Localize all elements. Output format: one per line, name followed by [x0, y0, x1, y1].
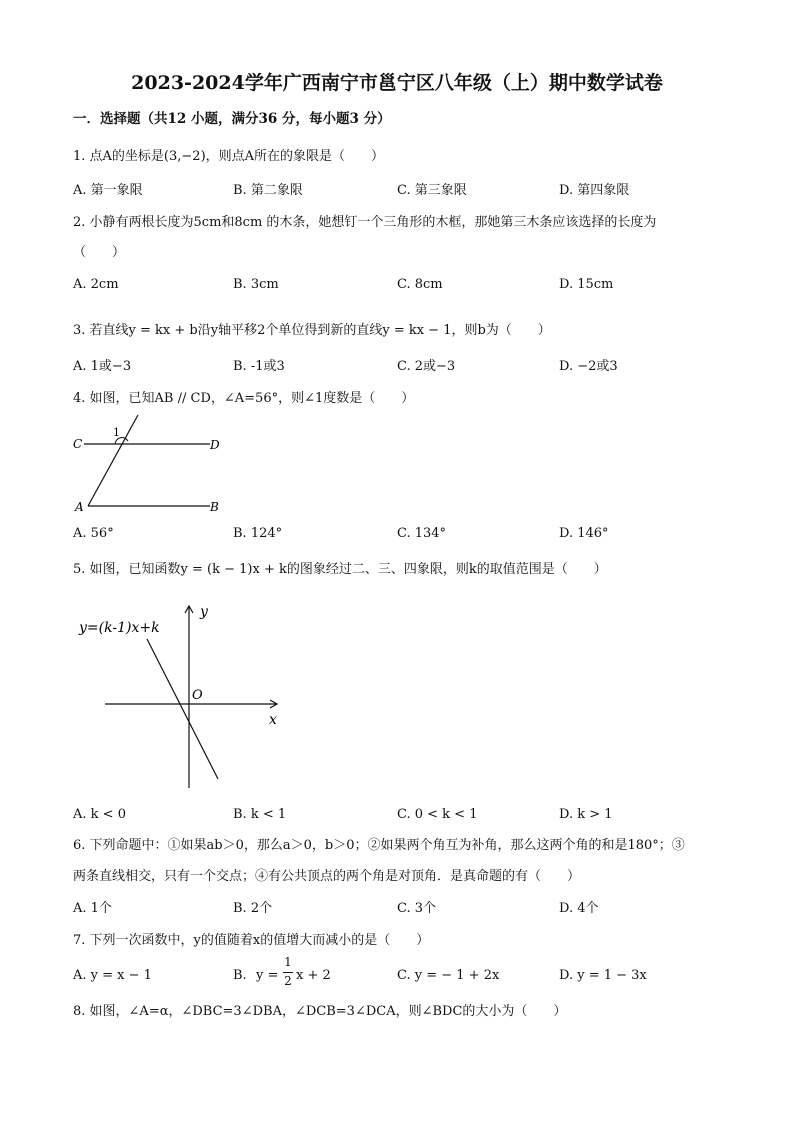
fraction-numerator: 1	[284, 955, 292, 969]
function-label: y=(k-1)x+k	[79, 620, 160, 636]
parallel-lines-figure	[70, 415, 230, 515]
question-2-stem-cont: （ ）	[73, 245, 126, 260]
question-3-stem: 3. 若直线y = kx + b沿y轴平移2个单位得到新的直线y = kx − 1，则b为（ ）	[73, 323, 551, 338]
question-6-option-b: B. 2个	[233, 901, 273, 916]
x-axis-label: x	[269, 712, 277, 728]
question-2-stem: 2. 小静有两根长度为5cm和8cm 的木条，她想钉一个三角形的木框，那她第三木条应该选择的长度为	[73, 215, 657, 230]
question-7-option-b-label: B.	[233, 968, 247, 983]
section-heading: 一．选择题（共12 小题，满分36 分，每小题3 分）	[73, 111, 391, 127]
linear-function-graph	[75, 600, 295, 790]
label-b: B	[210, 500, 219, 514]
question-7-option-b-prefix: y =	[256, 968, 279, 983]
fraction-denominator: 2	[284, 974, 292, 988]
y-axis-label: y	[200, 604, 208, 620]
question-2-option-a: A. 2cm	[73, 277, 119, 292]
question-2-option-c: C. 8cm	[397, 277, 443, 292]
question-1-stem: 1. 点A的坐标是(3,−2)，则点A所在的象限是（ ）	[73, 149, 385, 164]
page-title: 2023-2024学年广西南宁市邕宁区八年级（上）期中数学试卷	[131, 72, 663, 94]
question-5-stem: 5. 如图，已知函数y = (k − 1)x + k的图象经过二、三、四象限，则k的取值范围是（ ）	[73, 562, 607, 577]
fraction-bar	[283, 972, 293, 973]
question-2-option-b: B. 3cm	[233, 277, 279, 292]
label-angle-1: 1	[113, 426, 120, 439]
question-1-option-b: B. 第二象限	[233, 183, 303, 198]
question-7-option-c: C. y = − 1 + 2x	[397, 968, 500, 983]
question-1-option-a: A. 第一象限	[73, 183, 143, 198]
label-a: A	[75, 500, 84, 514]
function-line	[147, 639, 218, 779]
question-5-option-d: D. k > 1	[559, 807, 613, 822]
origin-label: O	[192, 688, 203, 703]
question-6-stem: 6. 下列命题中：①如果ab＞0，那么a＞0，b＞0；②如果两个角互为补角，那么这两个角的和是180°；③	[73, 838, 685, 853]
label-d: D	[210, 438, 220, 452]
question-5-option-b: B. k < 1	[233, 807, 287, 822]
question-7-option-a: A. y = x − 1	[73, 968, 152, 983]
question-3-option-d: D. −2或3	[559, 359, 618, 374]
question-7-stem: 7. 下列一次函数中，y的值随着x的值增大而减小的是（ ）	[73, 933, 430, 948]
question-1-option-c: C. 第三象限	[397, 183, 467, 198]
question-7-option-b-suffix: x + 2	[296, 968, 331, 983]
question-4-stem: 4. 如图，已知AB // CD，∠A=56°，则∠1度数是（ ）	[73, 391, 415, 406]
question-4-option-a: A. 56°	[73, 526, 114, 541]
question-5-option-a: A. k < 0	[73, 807, 126, 822]
question-3-option-c: C. 2或−3	[397, 359, 456, 374]
question-7-option-d: D. y = 1 − 3x	[559, 968, 647, 983]
question-4-option-d: D. 146°	[559, 526, 609, 541]
question-5-option-c: C. 0 < k < 1	[397, 807, 478, 822]
question-4-option-c: C. 134°	[397, 526, 447, 541]
question-4-option-b: B. 124°	[233, 526, 283, 541]
question-6-option-d: D. 4个	[559, 901, 599, 916]
question-2-option-d: D. 15cm	[559, 277, 614, 292]
question-1-option-d: D. 第四象限	[559, 183, 630, 198]
question-8-stem: 8. 如图，∠A=α，∠DBC=3∠DBA，∠DCB=3∠DCA，则∠BDC的大小为（ ）	[73, 1004, 567, 1019]
question-6-option-c: C. 3个	[397, 901, 437, 916]
question-3-option-a: A. 1或−3	[73, 359, 132, 374]
question-6-option-a: A. 1个	[73, 901, 112, 916]
question-6-stem-cont: 两条直线相交，只有一个交点；④有公共顶点的两个角是对顶角．是真命题的有（ ）	[73, 869, 581, 884]
question-3-option-b: B. -1或3	[233, 359, 285, 374]
label-c: C	[73, 437, 83, 451]
